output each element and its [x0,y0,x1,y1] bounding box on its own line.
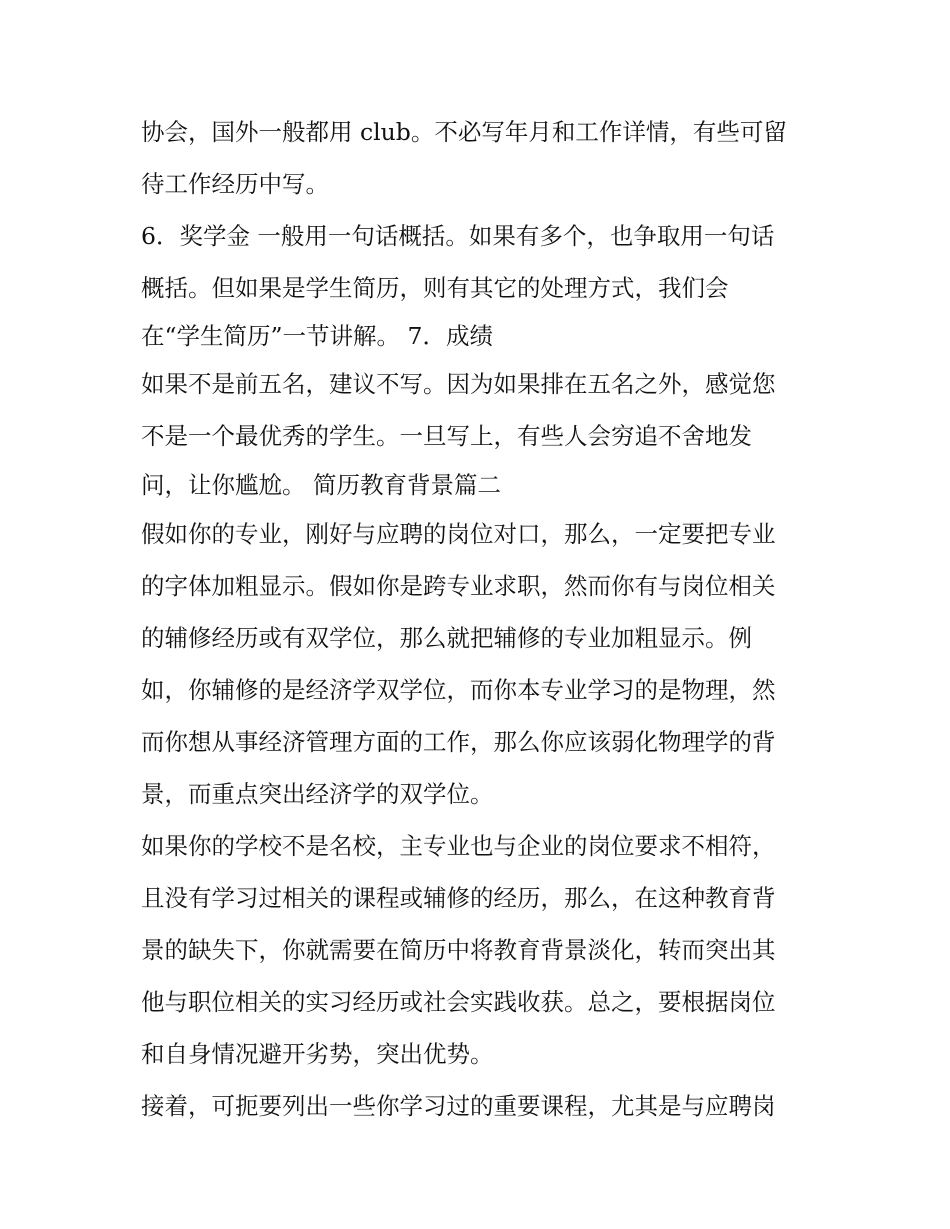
text-line: 在“学生简历”一节讲解。 7．成绩 [141,322,493,350]
text-line: 接着，可扼要列出一些你学习过的重要课程，尤其是与应聘岗 [141,1092,776,1120]
text-line: 协会，国外一般都用 club。不必写年月和工作详情，有些可留 [141,118,787,146]
text-line: 他与职位相关的实习经历或社会实践收获。总之，要根据岗位 [141,988,776,1016]
text-line: 如果不是前五名，建议不写。因为如果排在五名之外，感觉您 [141,370,776,398]
text-line: 且没有学习过相关的课程或辅修的经历，那么，在这种教育背 [141,884,776,912]
text-line: 如果你的学校不是名校，主专业也与企业的岗位要求不相符， [141,832,776,860]
text-line: 概括。但如果是学生简历，则有其它的处理方式，我们会 [141,274,729,302]
text-line: 待工作经历中写。 [141,170,329,198]
text-line: 不是一个最优秀的学生。一旦写上，有些人会穷追不舍地发 [141,422,752,450]
text-line: 假如你的专业，刚好与应聘的岗位对口，那么，一定要把专业 [141,520,776,548]
text-line: 6．奖学金 一般用一句话概括。如果有多个，也争取用一句话 [141,222,775,250]
text-line: 景的缺失下，你就需要在简历中将教育背景淡化，转而突出其 [141,936,776,964]
text-line: 如，你辅修的是经济学双学位，而你本专业学习的是物理，然 [141,676,776,704]
text-line: 景，而重点突出经济学的双学位。 [141,780,494,808]
body-text [141,106,821,1132]
text-line: 而你想从事经济管理方面的工作，那么你应该弱化物理学的背 [141,728,776,756]
text-line: 问，让你尴尬。 简历教育背景篇二 [141,471,501,499]
text-line: 的字体加粗显示。假如你是跨专业求职，然而你有与岗位相关 [141,572,776,600]
text-line: 的辅修经历或有双学位，那么就把辅修的专业加粗显示。例 [141,624,752,652]
text-line: 和自身情况避开劣势，突出优势。 [141,1040,494,1068]
